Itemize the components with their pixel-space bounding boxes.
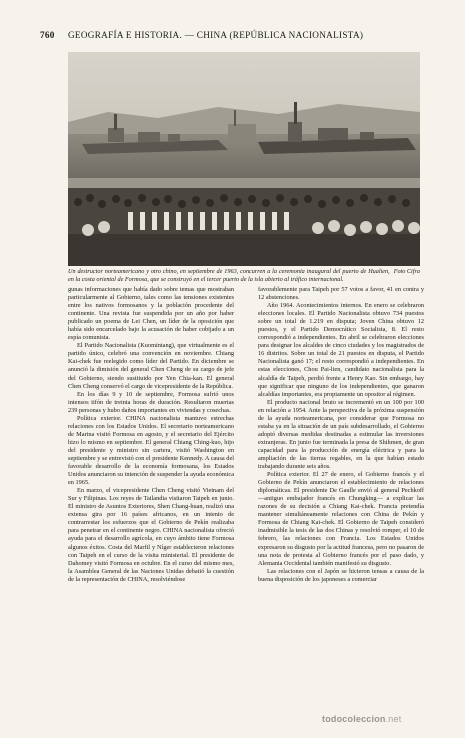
photo-credit: Foto Cifra bbox=[393, 268, 420, 275]
harbor-photo bbox=[68, 52, 420, 266]
text-column-right bbox=[258, 286, 424, 706]
paragraph: gunas informaciones que había dado sobre temas que mostraban particularmente al Gobierno, tales como las tensiones existentes entre los nativos formosanos y la población procedente del continente. Una revista fue suspendida por un año por haber publicado un poema de Lei Chen, un líder de la oposición que había sido encarcelado bajo la acusación de haber cobijado a un espía comunista. bbox=[68, 286, 234, 342]
photo-caption bbox=[68, 268, 420, 283]
watermark-tail: .net bbox=[385, 714, 402, 724]
page-number: 760 bbox=[40, 30, 55, 40]
paragraph: Política exterior. CHINA nacionalista mantuvo estrechas relaciones con los Estados Unidos. El secretario norteamericano de Marina visitó Formosa en agosto, y el secretario del Ejército hizo lo mismo en septiembre. El general Chiang Ching-kuo, hijo del presidente y ministro sin cartera, visitó Washington en septiembre y se entrevistó con el presidente Kennedy. A causa del favorable desarrollo de la economía formosana, los Estados Unidos anunciaron su intención de suspender la ayuda económica en 1965. bbox=[68, 414, 234, 487]
paragraph: El producto nacional bruto se incrementó en un 100 por 100 en relación a 1954. Ante la perspectiva de la próxima suspensión de la ayuda norteamericana, por considerar que Formosa no estaba ya en la situación de un país subdesarrollado, el Gobierno adoptó diversas medidas destinadas a estimular las inversiones extranjeras. En junio fue terminada la presa de Shihmen, de gran capacidad para la producción de energía eléctrica y para la ampliación de las tierras regables, en la que habían estado trabajando durante seis años. bbox=[258, 398, 424, 471]
watermark bbox=[322, 714, 456, 728]
paragraph: En los días 9 y 10 de septiembre, Formosa sufrió unos intensos tifón de treinta horas de duración. Resultaron muertas 239 personas y hubo daños importantes en viviendas y cosechas. bbox=[68, 390, 234, 414]
paragraph: Política exterior. El 27 de enero, el Gobierno francés y el Gobierno de Pekín anunciaron el establecimiento de relaciones diplomáticas. El presidente De Gaulle envió al general Pechkoff —antiguo embajador francés en Chungking— a explicar las razones de su decisión a Chiang Kai-chek. Francia pretendía mantener simultáneamente relaciones con China de Pekín y Formosa de Chiang Kai-chek. El Gobierno de Taipeh consideró inadmisible la tesis de las dos Chinas y resolvió romper, el 10 de febrero, las relaciones con Francia. Los Estados Unidos expresaron su disgusto por la actitud francesa, pero no pasaron de una nota de protesta al Gobierno francés por el paso dado, y Alemania Occidental también manifestó su disgusto. bbox=[258, 471, 424, 567]
paragraph: El Partido Nacionalista (Kuomintang), que virtualmente es el partido único, celebró una convención en noviembre. Chiang Kai-chek fue reelegido como líder del Partido. En diciembre se anunció la dimisión del general Chen Cheng de su cargo de jefe del Gobierno, siendo sustituido por Yen Chia-kan. El general Chen Cheng conservó el cargo de vicepresidente de la República. bbox=[68, 342, 234, 390]
paragraph: Las relaciones con el Japón se hicieron tensas a causa de la buena disposición de los japoneses a comerciar bbox=[258, 567, 424, 583]
photo-caption-text: Un destructor norteamericano y otro chino, en septiembre de 1963, concurren a la ceremonia inaugural del puerto de Hualien, en la costa oriental de Formosa, que se construyó en el tercer puerto de la isla abierto al tráfico internacional. bbox=[68, 268, 390, 283]
running-header bbox=[40, 30, 440, 44]
paragraph: Año 1964. Acontecimientos internos. En enero se celebraron elecciones locales. El Partido Nacionalista obtuvo 734 puestos sobre un total de 1.219 en disputa; Joven China obtuvo 12 puestos, y el Partido Democrático Socialista, 8. El resto correspondió a independientes. En abril se celebraron elecciones para designar los alcaldes de cinco ciudades y los magistrados de 16 distritos. Sobre un total de 21 puestos en disputa, el Partido Nacionalista ganó 17; el resto correspondió a independientes. En estas elecciones, Chou Pai-lien, candidato nacionalista para la alcaldía de Taipeh, perdió frente a Henry Kao. Sin embargo, hay que significar que ninguno de los independientes, que ganaron alcaldías importantes, era propiamente un opositor al régimen. bbox=[258, 302, 424, 398]
paragraph: favorablemente para Taipeh por 57 votos a favor, 41 en contra y 12 abstenciones. bbox=[258, 286, 424, 302]
running-title: GEOGRAFÍA E HISTORIA. — CHINA (REPÚBLICA NACIONALISTA) bbox=[68, 30, 364, 40]
harbor-photo-image bbox=[68, 52, 420, 266]
paragraph: En marzo, el vicepresidente Chen Cheng visitó Vietnam del Sur y Filipinas. Los reyes de Tailandia visitaron Taipeh en junio. El ministro de Asuntos Exteriores, Shen Chang-huan, realizó una extensa gira por 16 países africanos, en un intento de contrarrestar los esfuerzos que el Gobierno de Pekín realizaba para penetrar en el continente negro. CHINA nacionalista ofreció ayuda para el desarrollo agrícola, en cuyo ámbito tiene Formosa algunos éxitos. Costa del Marfil y Níger establecieron relaciones con Taipeh en el curso de la visita ministerial. El presidente de Dahomey visitó Formosa en octubre. En el curso del mismo mes, la Asamblea General de las Naciones Unidas debatió la cuestión de la representación de CHINA, resolviéndose bbox=[68, 487, 234, 583]
text-column-left bbox=[68, 286, 234, 706]
watermark-brand: todocoleccion bbox=[322, 714, 386, 724]
